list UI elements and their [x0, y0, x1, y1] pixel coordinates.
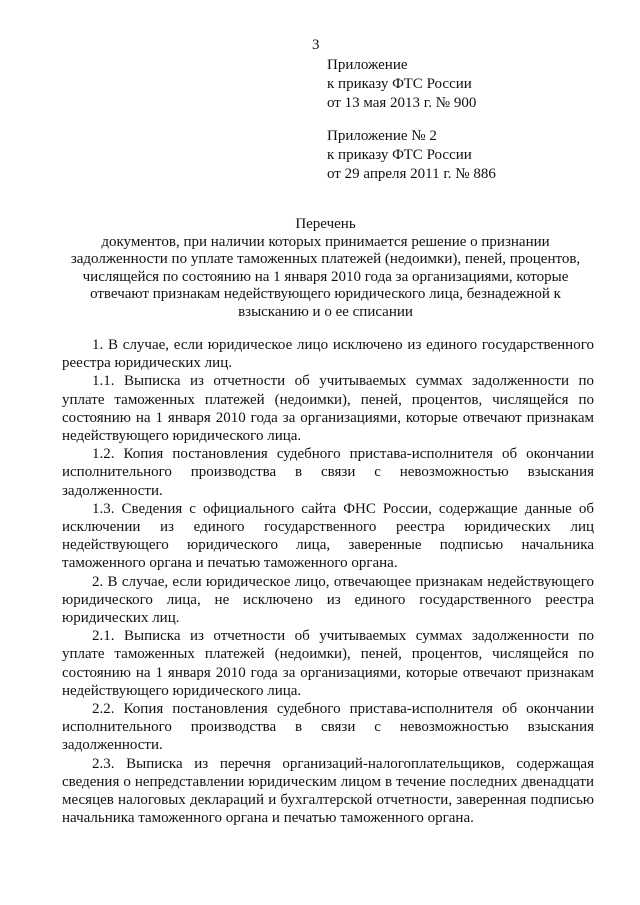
heading-line: документов, при наличии которых принимается решение о признании	[101, 233, 550, 250]
annex-original-block	[327, 127, 496, 184]
heading-line: взысканию и о ее списании	[238, 303, 413, 320]
item-2-2-paragraph: 2.2. Копия постановления судебного пристава-исполнителя об окончании исполнительного производства в связи с невозможностью взыскания задолженности.	[62, 701, 594, 754]
item-1-1-paragraph: 1.1. Выписка из отчетности об учитываемых суммах задолженности по уплате таможенных платежей (недоимки), пеней, процентов, числящейся по состоянию на 1 января 2010 года за организациями, которые отвечают признакам недействующего юридического лица.	[62, 373, 594, 445]
annex-original-order: к приказу ФТС России	[327, 147, 472, 163]
annex-original-date: от 29 апреля 2011 г. № 886	[327, 166, 496, 182]
annex-current-date: от 13 мая 2013 г. № 900	[327, 95, 477, 111]
annex-current-block	[327, 56, 476, 113]
annex-current-order: к приказу ФТС России	[327, 76, 472, 92]
heading-line: задолженности по уплате таможенных платежей (недоимки), пеней, процентов,	[70, 251, 581, 267]
document-heading	[62, 216, 589, 321]
section-1-paragraph: 1. В случае, если юридическое лицо исключено из единого государственного реестра юридических лиц.	[62, 337, 594, 372]
annex-current-title: Приложение	[327, 57, 408, 73]
heading-line: числящейся по состоянию на 1 января 2010 года за организациями, которые	[82, 268, 569, 285]
document-body	[62, 336, 594, 827]
section-2-paragraph: 2. В случае, если юридическое лицо, отвечающее признакам недействующего юридического лица, не исключено из единого государственного реестра юридических лиц.	[62, 573, 594, 627]
item-2-3-paragraph: 2.3. Выписка из перечня организаций-налогоплательщиков, содержащая сведения о непредставлении юридическим лицом в течение последних двенадцати месяцев налоговых деклараций и бухгалтерской отчетности, заверенная подписью начальника таможенного органа и печатью таможенного органа.	[62, 755, 594, 827]
item-1-2-paragraph: 1.2. Копия постановления судебного пристава-исполнителя об окончании исполнительного производства в связи с невозможностью взыскания задолженности.	[62, 446, 594, 499]
item-1-3-paragraph: 1.3. Сведения с официального сайта ФНС России, содержащие данные об исключении из единого государственного реестра юридических лиц недействующего юридического лица, заверенные подписью начальника таможенного органа и печатью таможенного органа.	[62, 500, 594, 572]
item-2-1-paragraph: 2.1. Выписка из отчетности об учитываемых суммах задолженности по уплате таможенных платежей (недоимки), пеней, процентов, числящейся по состоянию на 1 января 2010 года за организациями, которые отвечают признакам недействующего юридического лица.	[62, 628, 594, 699]
page-number: 3	[312, 37, 320, 53]
annex-original-title: Приложение № 2	[327, 128, 437, 144]
heading-title: Перечень	[295, 216, 356, 232]
heading-line: отвечают признакам недействующего юридического лица, безнадежной к	[90, 286, 561, 302]
